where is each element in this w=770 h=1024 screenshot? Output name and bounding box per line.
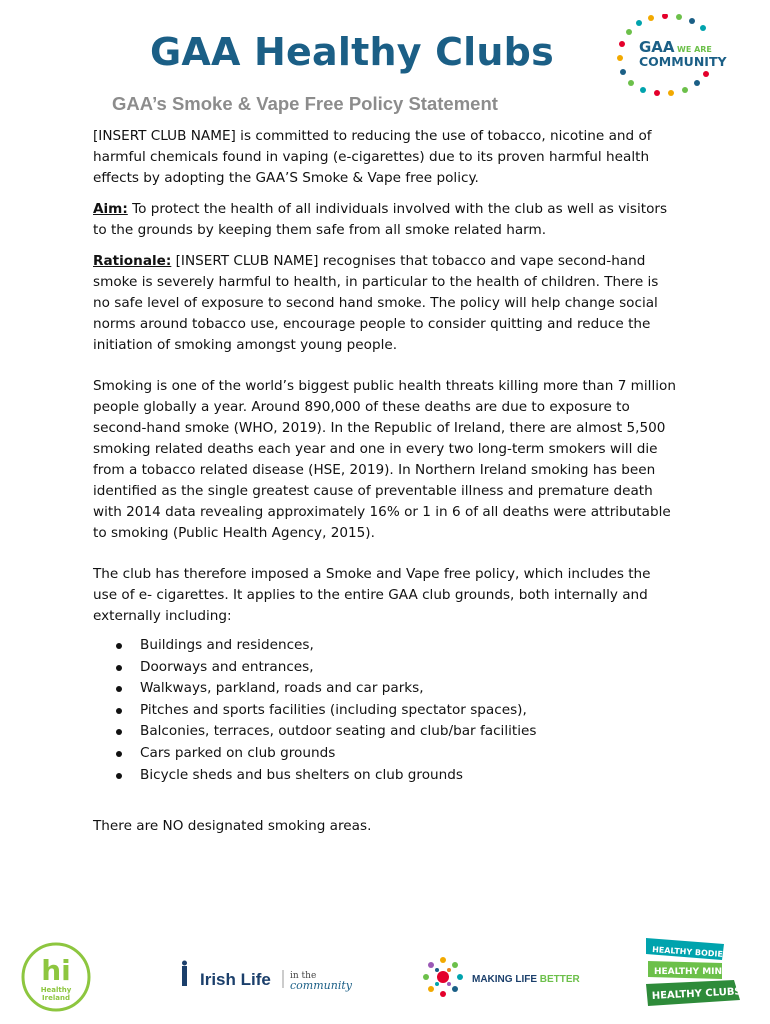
irish-life-tag1: in the [290, 971, 317, 981]
mlb-making-text: MAKING LIFE [472, 974, 540, 985]
policy-body [93, 126, 678, 847]
hi-ireland-text: Ireland [42, 994, 70, 1002]
svg-text:MAKING LIFE BETTER [472, 974, 581, 985]
list-item: Walkways, parkland, roads and car parks, [93, 678, 678, 700]
intro-paragraph: [INSERT CLUB NAME] is committed to reducing the use of tobacco, nicotine and of harmful chemicals found in vaping (e-cigarettes) due to its proven harmful health effects by adopting the GAA’S Smoke & Vape free policy. [93, 128, 652, 186]
scope-paragraph: The club has therefore imposed a Smoke and Vape free policy, which includes the use of e- cigarettes. It applies to the entire GAA club grounds, both internally and externally including: [93, 566, 651, 624]
closing-paragraph: There are NO designated smoking areas. [93, 818, 372, 835]
list-item: Pitches and sports facilities (including spectator spaces), [93, 700, 678, 722]
badge-line3: HEALTHY CLUBS [651, 986, 742, 1002]
aim-paragraph [93, 199, 678, 241]
list-item: Buildings and residences, [93, 635, 678, 657]
rationale-paragraph [93, 251, 678, 356]
badge-line1: HEALTHY BODIES [651, 945, 729, 960]
irish-life-logo [180, 960, 355, 994]
list-item: Balconies, terraces, outdoor seating and club/bar facilities [93, 721, 678, 743]
logo-gaa-text: GAA [639, 38, 675, 56]
aim-text: To protect the health of all individuals involved with the club as well as visitors to the grounds by keeping them safe from all smoke related harm. [93, 201, 668, 238]
statistics-paragraph: Smoking is one of the world’s biggest public health threats killing more than 7 million people globally a year. Around 890,000 of these deaths are due to exposure to second-hand smoke (WHO, 2019). In the Republic of Ireland, there are almost 5,500 smoking related deaths each year and one in every two long-term smokers will die from a tobacco related disease (HSE, 2019). In Northern Ireland smoking has been identified as the single greatest cause of preventable illness and premature death with 2014 data revealing approximately 16% or 1 in 6 of all deaths were attributable to smoking (Public Health Agency, 2015). [93, 378, 676, 541]
sunburst-icon [423, 957, 463, 997]
page-subtitle: GAA’s Smoke & Vape Free Policy Statement [112, 93, 498, 114]
list-item: Cars parked on club grounds [93, 743, 678, 765]
rationale-label: Rationale: [93, 253, 172, 269]
logo-we-are-text: WE ARE [677, 45, 712, 54]
badge-line2: HEALTHY MINDS [654, 967, 737, 977]
mlb-better-text: BETTER [539, 974, 580, 985]
page-title: GAA Healthy Clubs [150, 30, 554, 74]
smoke-free-areas-list [93, 635, 678, 786]
healthy-ireland-logo [20, 940, 92, 1014]
aim-label: Aim: [93, 201, 128, 217]
irish-life-figure-icon [182, 966, 187, 986]
making-life-better-logo [418, 952, 588, 1002]
healthy-bodies-minds-clubs-logo [644, 934, 756, 1016]
hi-mark-text: hi [41, 954, 71, 987]
rationale-text: [INSERT CLUB NAME] recognises that tobacco and vape second-hand smoke is severely harmful to health, in particular to the health of children. There is no safe level of exposure to second hand smoke. The policy will help change social norms around tobacco use, encourage people to consider quitting and reduce the initiation of smoking amongst young people. [93, 253, 659, 353]
hi-healthy-text: Healthy [40, 986, 72, 994]
irish-life-name: Irish Life [200, 970, 271, 989]
logo-community-text: COMMUNITY [639, 54, 727, 69]
list-item: Bicycle sheds and bus shelters on club grounds [93, 765, 678, 787]
gaa-we-are-community-logo [615, 14, 735, 96]
list-item: Doorways and entrances, [93, 657, 678, 679]
irish-life-tag2: community [290, 979, 352, 992]
